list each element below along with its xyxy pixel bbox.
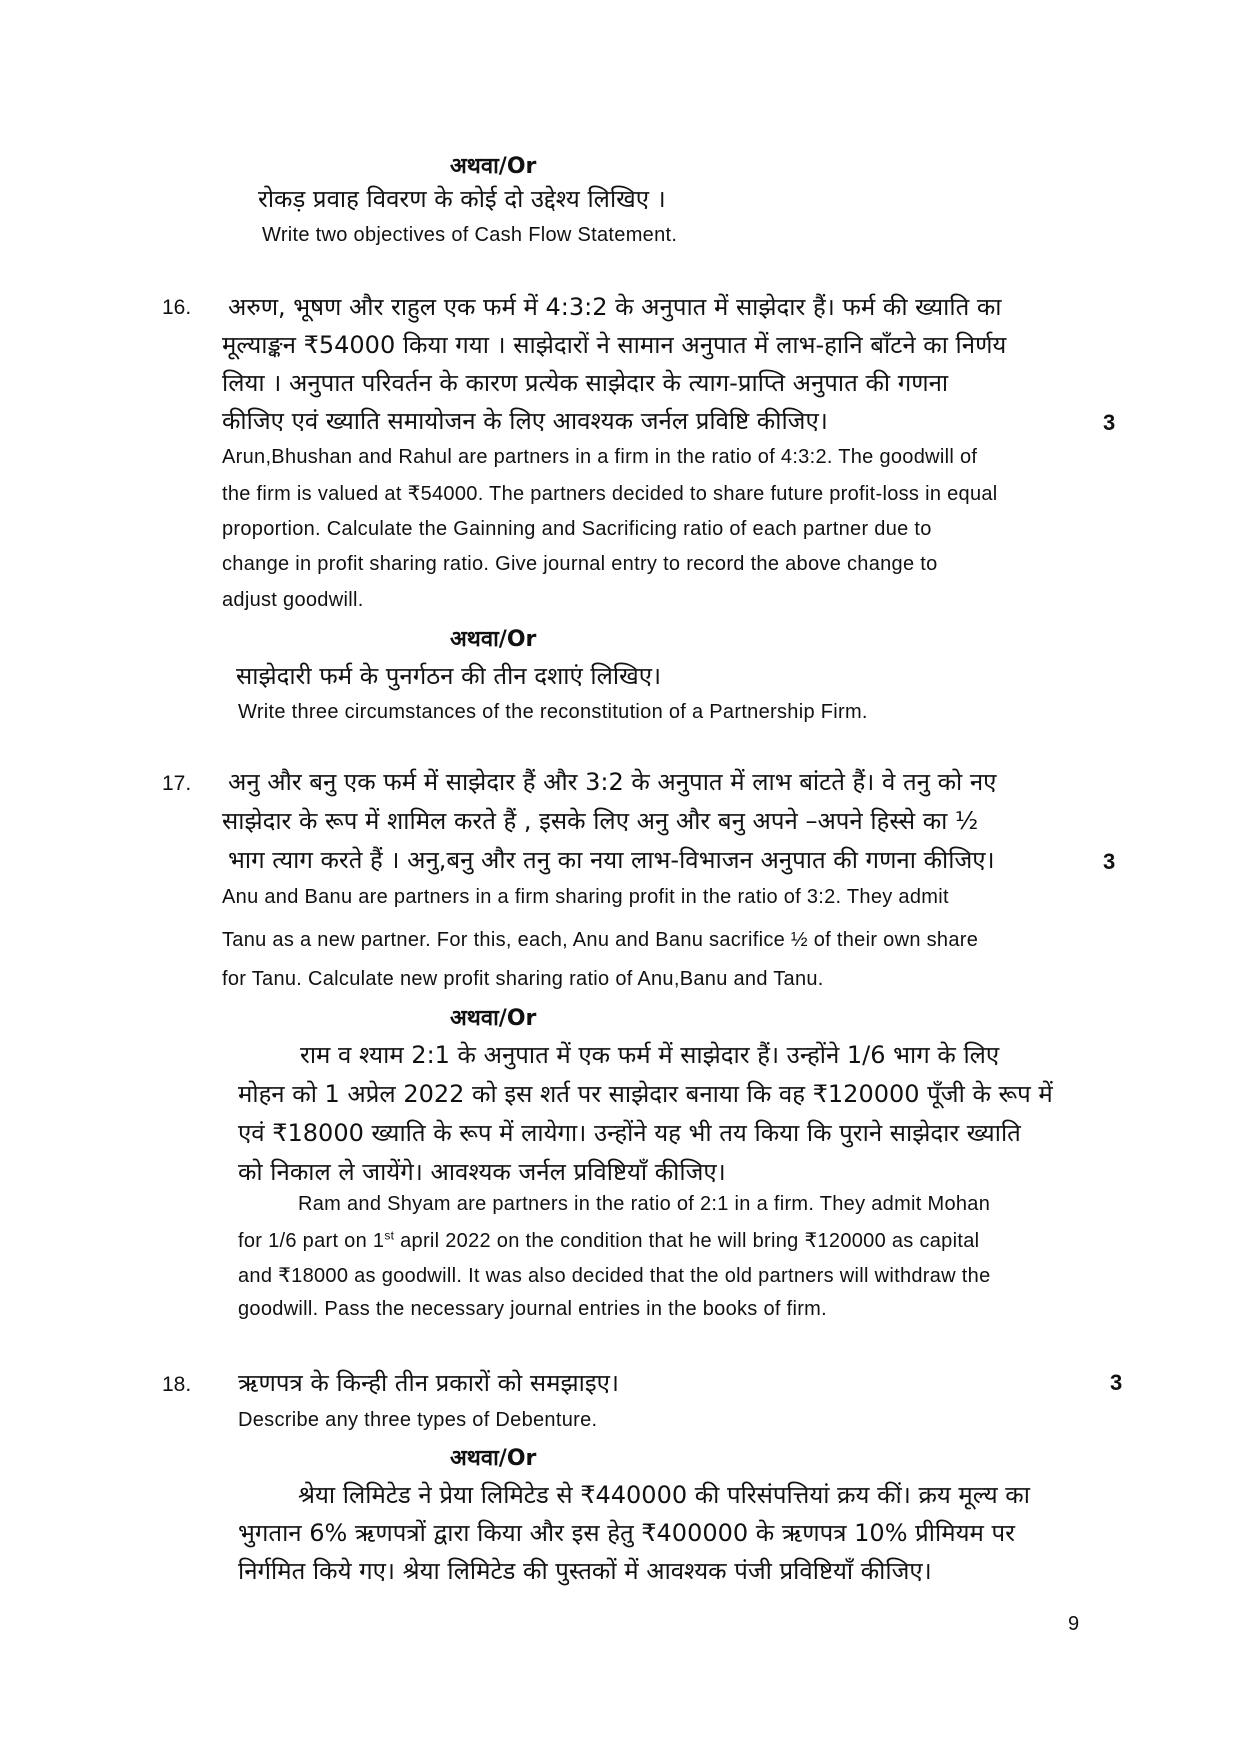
q16-hindi-line: मूल्याङ्कन ₹54000 किया गया । साझेदारों ने सामान अनुपात में लाभ-हानि बाँटने का निर्णय: [222, 331, 1007, 359]
q17-or-english-line: and ₹18000 as goodwill. It was also decided that the old partners will withdraw the: [238, 1265, 991, 1287]
question-number: 18.: [162, 1373, 192, 1396]
q16-hindi-line: अरुण, भूषण और राहुल एक फर्म में 4:3:2 के अनुपात में साझेदार हैं। फर्म की ख्याति का: [228, 293, 1002, 321]
page-number: 9: [1068, 1613, 1080, 1635]
q16-english-line: adjust goodwill.: [222, 589, 364, 611]
q15-or-english: Write two objectives of Cash Flow Statement.: [262, 224, 678, 246]
or-heading: अथवा/Or: [450, 154, 537, 179]
q16-or-english: Write three circumstances of the reconstitution of a Partnership Firm.: [238, 701, 868, 723]
q17-or-hindi-line: राम व श्याम 2:1 के अनुपात में एक फर्म में साझेदार हैं। उन्होंने 1/6 भाग के लिए: [300, 1041, 1000, 1069]
q17-hindi-line: साझेदार के रूप में शामिल करते हैं , इसके लिए अनु और बनु अपने –अपने हिस्से का ½: [222, 807, 979, 835]
q17-or-hindi-line: मोहन को 1 अप्रेल 2022 को इस शर्त पर साझेदार बनाया कि वह ₹120000 पूँजी के रूप में: [238, 1080, 1053, 1108]
q17-or-english-line: for 1/6 part on 1st april 2022 on the condition that he will bring ₹120000 as capital: [238, 1228, 980, 1252]
or-heading: अथवा/Or: [450, 1006, 537, 1031]
q18-hindi: ऋणपत्र के किन्ही तीन प्रकारों को समझाइए।: [238, 1369, 619, 1397]
q16-english-line: Arun,Bhushan and Rahul are partners in a firm in the ratio of 4:3:2. The goodwill of: [222, 446, 978, 468]
q17-or-english-line: Ram and Shyam are partners in the ratio of 2:1 in a firm. They admit Mohan: [298, 1193, 991, 1215]
q18-or-hindi-line: श्रेया लिमिटेड ने प्रेया लिमिटेड से ₹440000 की परिसंपत्तियां क्रय कीं। क्रय मूल्य का: [298, 1481, 1030, 1509]
q18-english: Describe any three types of Debenture.: [238, 1409, 598, 1431]
q16-or-hindi: साझेदारी फर्म के पुनर्गठन की तीन दशाएं लिखिए।: [236, 662, 662, 690]
q17-hindi-line: अनु और बनु एक फर्म में साझेदार हैं और 3:2 के अनुपात में लाभ बांटते हैं। वे तनु को नए: [228, 768, 997, 796]
q17-or-hindi-line: को निकाल ले जायेंगे। आवश्यक जर्नल प्रविष्टियाँ कीजिए।: [238, 1158, 726, 1186]
q17-english-line: for Tanu. Calculate new profit sharing ratio of Anu,Banu and Tanu.: [222, 968, 824, 990]
q17-hindi-line: भाग त्याग करते हैं । अनु,बनु और तनु का नया लाभ-विभाजन अनुपात की गणना कीजिए।: [228, 846, 995, 874]
question-number: 16.: [162, 296, 192, 319]
q17-or-english-line: goodwill. Pass the necessary journal entries in the books of firm.: [238, 1298, 827, 1320]
or-heading: अथवा/Or: [450, 1446, 537, 1471]
question-number: 17.: [162, 772, 192, 795]
q16-hindi-line: कीजिए एवं ख्याति समायोजन के लिए आवश्यक जर्नल प्रविष्टि कीजिए।: [222, 407, 828, 435]
q18-or-hindi-line: निर्गमित किये गए। श्रेया लिमिटेड की पुस्तकों में आवश्यक पंजी प्रविष्टियाँ कीजिए।: [238, 1557, 932, 1585]
q17-english-line: Anu and Banu are partners in a firm sharing profit in the ratio of 3:2. They admit: [222, 886, 949, 908]
q15-or-hindi: रोकड़ प्रवाह विवरण के कोई दो उद्देश्य लिखिए ।: [258, 185, 666, 213]
q17-or-hindi-line: एवं ₹18000 ख्याति के रूप में लायेगा। उन्होंने यह भी तय किया कि पुराने साझेदार ख्याति: [238, 1119, 1021, 1147]
q17-english-line: Tanu as a new partner. For this, each, Anu and Banu sacrifice ½ of their own share: [222, 929, 979, 951]
marks: 3: [1103, 410, 1116, 435]
q16-english-line: change in profit sharing ratio. Give journal entry to record the above change to: [222, 553, 938, 575]
marks: 3: [1103, 849, 1116, 874]
marks: 3: [1110, 1370, 1123, 1395]
q16-english-line: proportion. Calculate the Gainning and Sacrificing ratio of each partner due to: [222, 518, 932, 540]
q16-english-line: the firm is valued at ₹54000. The partners decided to share future profit-loss in equal: [222, 483, 998, 505]
or-heading: अथवा/Or: [450, 627, 537, 652]
q18-or-hindi-line: भुगतान 6% ऋणपत्रों द्वारा किया और इस हेतु ₹400000 के ऋणपत्र 10% प्रीमियम पर: [238, 1519, 1015, 1547]
q16-hindi-line: लिया । अनुपात परिवर्तन के कारण प्रत्येक साझेदार के त्याग-प्राप्ति अनुपात की गणना: [222, 369, 949, 397]
